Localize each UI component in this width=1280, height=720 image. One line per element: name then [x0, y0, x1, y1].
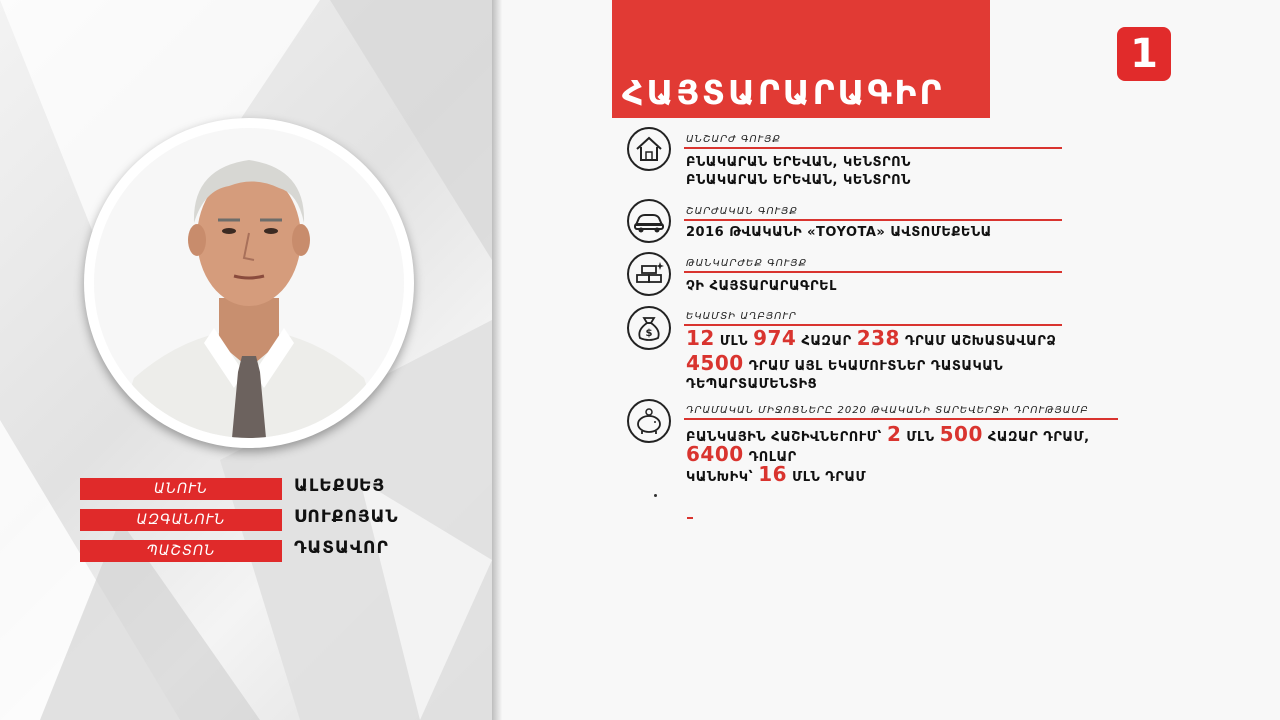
cash-line-1 — [686, 422, 1090, 447]
cash-label: ԴՐԱՄԱԿԱՆ ՄԻՋՈՑՆԵՐԸ 2020 ԹՎԱԿԱՆԻ ՏԱՐԵՎԵՐՋԻ ԴՐՈՒԹՅԱՄԲ — [686, 405, 1089, 416]
portrait-frame — [84, 118, 414, 448]
portrait-photo — [94, 128, 404, 438]
money-bag-icon — [627, 306, 671, 350]
salary-thousands: 974 — [753, 326, 797, 350]
cash-millions: 16 — [758, 462, 788, 486]
income-label: ԵԿԱՄՏԻ ԱՂԲՅՈՒՐ — [686, 311, 797, 322]
valuables-divider — [684, 271, 1062, 273]
car-icon — [627, 199, 671, 243]
cash-divider — [684, 418, 1118, 420]
decor-dot — [654, 494, 657, 497]
bank-thousands: 500 — [939, 422, 983, 446]
name-row — [80, 478, 420, 500]
bank-accounts-text: ԲԱՆԿԱՅԻՆ ՀԱՇԻՎՆԵՐՈՒՄ՝ — [686, 430, 882, 445]
income-unit-2: ՀԱԶԱՐ — [801, 334, 852, 349]
bank-unit-1: ՄԼՆ — [906, 430, 935, 445]
real-estate-line-2: ԲՆԱԿԱՐԱՆ ԵՐԵՎԱՆ, ԿԵՆՏՐՈՆ — [686, 173, 911, 188]
name-label: ԱՆՈՒՆ — [80, 478, 282, 500]
position-row — [80, 540, 420, 562]
bank-unit-2: ՀԱԶԱՐ ԴՐԱՄ, — [987, 430, 1090, 445]
piggy-bank-icon — [627, 399, 671, 443]
svg-text:$: $ — [645, 328, 653, 339]
cash-line-3 — [686, 462, 867, 487]
cash-on-hand-text: ԿԱՆԽԻԿ՝ — [686, 470, 754, 485]
real-estate-label: ԱՆՇԱՐԺ ԳՈՒՅՔ — [686, 134, 781, 145]
income-unit-3: ԴՐԱՄ ԱՇԽԱՏԱՎԱՐՁ — [905, 334, 1057, 349]
gold-bars-icon — [627, 252, 671, 296]
movable-divider — [684, 219, 1062, 221]
surname-label: ԱԶԳԱՆՈՒՆ — [80, 509, 282, 531]
position-value: ԴԱՏԱՎՈՐ — [294, 538, 389, 558]
real-estate-line-1: ԲՆԱԿԱՐԱՆ ԵՐԵՎԱՆ, ԿԵՆՏՐՈՆ — [686, 155, 911, 170]
salary-millions: 12 — [686, 326, 715, 350]
income-line-1 — [686, 326, 1057, 351]
real-estate-divider — [684, 147, 1062, 149]
valuables-line-1: ՉԻ ՀԱՅՏԱՐԱՐԱԳՐԵԼ — [686, 279, 837, 294]
panel-divider — [492, 0, 502, 720]
valuables-label: ԹԱՆԿԱՐԺԵՔ ԳՈՒՅՔ — [686, 258, 808, 269]
income-unit-1: ՄԼՆ — [719, 334, 749, 349]
decor-dash — [687, 517, 693, 519]
page-title: ՀԱՅՏԱՐԱՐԱԳԻՐ — [622, 73, 945, 112]
position-label: ՊԱՇՏՈՆ — [80, 540, 282, 562]
cash-unit: ՄԼՆ ԴՐԱՄ — [792, 470, 867, 485]
income-line-2 — [686, 351, 1004, 376]
channel-logo: 1 — [1117, 27, 1171, 81]
left-panel — [0, 0, 492, 720]
surname-value: ՍՈՒՔՈՅԱՆ — [294, 507, 399, 527]
income-line-3: ԴԵՊԱՐՏԱՄԵՆՏԻՑ — [686, 377, 818, 392]
movable-label: ՇԱՐԺԱԿԱՆ ԳՈՒՅՔ — [686, 206, 798, 217]
house-icon — [627, 127, 671, 171]
salary-units: 238 — [856, 326, 900, 350]
movable-line-1: 2016 ԹՎԱԿԱՆԻ «TOYOTA» ԱՎՏՈՄԵՔԵՆԱ — [686, 225, 992, 240]
name-value: ԱԼԵՔՍԵՅ — [294, 476, 386, 496]
dollar-unit: ԴՈԼԱՐ — [748, 450, 797, 465]
other-income-amount: 4500 — [686, 351, 744, 375]
bank-millions: 2 — [886, 422, 902, 446]
dollar-amount: 6400 — [686, 442, 744, 466]
surname-row — [80, 509, 420, 531]
other-income-text: ԴՐԱՄ ԱՅԼ ԵԿԱՄՈՒՏՆԵՐ ԴԱՏԱԿԱՆ — [748, 359, 1004, 374]
